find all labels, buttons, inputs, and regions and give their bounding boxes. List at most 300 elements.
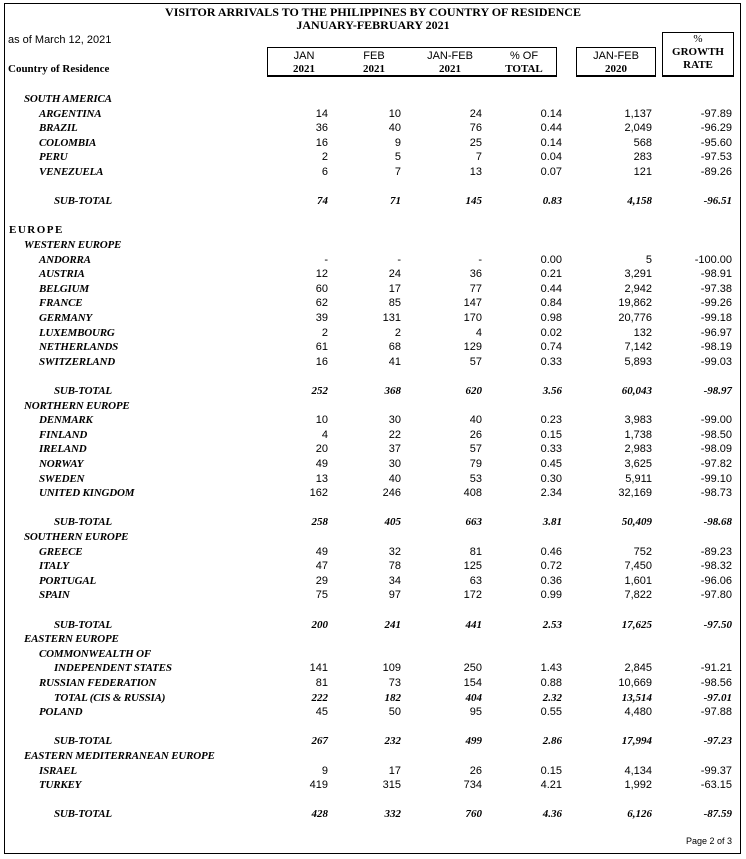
- cell-value: 17,994: [621, 735, 652, 747]
- subtotal-row: [0, 515, 746, 529]
- cell-value: -99.10: [700, 473, 732, 485]
- row-label: NORTHERN EUROPE: [24, 400, 130, 412]
- cell-value: 0.88: [540, 677, 562, 689]
- cell-value: -98.19: [700, 341, 732, 353]
- cell-value: 0.74: [540, 341, 562, 353]
- row-label: TOTAL (CIS & RUSSIA): [54, 692, 166, 704]
- cell-value: 5,893: [624, 356, 652, 368]
- cell-value: -98.09: [700, 443, 732, 455]
- row-label: GERMANY: [39, 312, 92, 324]
- cell-value: 408: [463, 487, 482, 499]
- cell-value: 57: [469, 443, 482, 455]
- cell-value: 32: [388, 546, 401, 558]
- cell-value: 5: [394, 151, 401, 163]
- row-label: ANDORRA: [39, 254, 91, 266]
- cell-value: 41: [388, 356, 401, 368]
- col-header-jan-2021: JAN 2021: [293, 50, 315, 75]
- cell-value: 172: [463, 589, 482, 601]
- cell-value: 332: [384, 808, 401, 820]
- cell-value: 6: [321, 166, 328, 178]
- cell-value: 74: [317, 195, 328, 207]
- cell-value: 241: [384, 619, 401, 631]
- table-row: [0, 296, 746, 310]
- subtotal-row: [0, 384, 746, 398]
- cell-value: 49: [315, 546, 328, 558]
- column-header-box-2020: [576, 47, 656, 77]
- cell-value: 0.14: [540, 108, 562, 120]
- cell-value: -96.51: [703, 195, 732, 207]
- cell-value: 17: [388, 283, 401, 295]
- cell-value: 22: [388, 429, 401, 441]
- cell-value: 132: [633, 327, 652, 339]
- row-label: SUB-TOTAL: [54, 516, 112, 528]
- cell-value: -99.37: [700, 765, 732, 777]
- group-header-row: [0, 530, 746, 544]
- row-label: SWEDEN: [39, 473, 85, 485]
- cell-value: 760: [465, 808, 482, 820]
- cell-value: 7: [394, 166, 401, 178]
- cell-value: 9: [394, 137, 401, 149]
- row-label: SUB-TOTAL: [54, 385, 112, 397]
- cell-value: 3.56: [542, 385, 562, 397]
- cell-value: 2: [321, 151, 328, 163]
- cell-value: 62: [315, 297, 328, 309]
- cell-value: -97.80: [700, 589, 732, 601]
- cell-value: 97: [388, 589, 401, 601]
- cell-value: 0.44: [540, 283, 562, 295]
- cell-value: 267: [311, 735, 328, 747]
- cell-value: 2,049: [624, 122, 652, 134]
- cell-value: 10: [388, 108, 401, 120]
- cell-value: 40: [388, 122, 401, 134]
- cell-value: -99.00: [700, 414, 732, 426]
- cell-value: 0.00: [540, 254, 562, 266]
- cell-value: 0.72: [540, 560, 562, 572]
- cell-value: 3.81: [542, 516, 562, 528]
- cell-value: 30: [388, 414, 401, 426]
- subtotal-row: [0, 618, 746, 632]
- group-header-row: [0, 647, 746, 661]
- cell-value: -96.97: [700, 327, 732, 339]
- cell-value: -98.91: [700, 268, 732, 280]
- cell-value: 2.53: [542, 619, 562, 631]
- cell-value: -97.82: [700, 458, 732, 470]
- cell-value: 10,669: [618, 677, 652, 689]
- cell-value: 0.98: [540, 312, 562, 324]
- cell-value: -97.01: [703, 692, 732, 704]
- cell-value: 315: [382, 779, 401, 791]
- cell-value: 45: [315, 706, 328, 718]
- cell-value: 2.34: [540, 487, 562, 499]
- cell-value: 37: [388, 443, 401, 455]
- group-header-row: [0, 238, 746, 252]
- cell-value: 95: [469, 706, 482, 718]
- cell-value: 499: [465, 735, 482, 747]
- cell-value: 17,625: [621, 619, 652, 631]
- cell-value: 20: [315, 443, 328, 455]
- table-row: [0, 559, 746, 573]
- cell-value: 63: [469, 575, 482, 587]
- cell-value: 7,450: [624, 560, 652, 572]
- cell-value: 129: [463, 341, 482, 353]
- row-label: TURKEY: [39, 779, 82, 791]
- cell-value: 7,822: [624, 589, 652, 601]
- cell-value: 0.45: [540, 458, 562, 470]
- cell-value: 2.32: [542, 692, 562, 704]
- cell-value: -98.50: [700, 429, 732, 441]
- cell-value: 441: [465, 619, 482, 631]
- table-row: [0, 545, 746, 559]
- cell-value: 19,862: [618, 297, 652, 309]
- cell-value: 154: [463, 677, 482, 689]
- row-label: COMMONWEALTH OF: [39, 648, 152, 660]
- cell-value: -98.56: [700, 677, 732, 689]
- cell-value: 5: [645, 254, 652, 266]
- cell-value: 0.33: [540, 356, 562, 368]
- cell-value: 0.46: [540, 546, 562, 558]
- cell-value: 1,601: [624, 575, 652, 587]
- row-label: DENMARK: [39, 414, 93, 426]
- cell-value: 24: [469, 108, 482, 120]
- cell-value: 1,992: [624, 779, 652, 791]
- table-row: [0, 150, 746, 164]
- col-header-pct-total: % OF TOTAL: [505, 50, 543, 75]
- cell-value: 2: [394, 327, 401, 339]
- cell-value: -97.88: [700, 706, 732, 718]
- cell-value: 0.23: [540, 414, 562, 426]
- row-label: GREECE: [39, 546, 83, 558]
- cell-value: 75: [315, 589, 328, 601]
- group-header-row: [0, 223, 746, 237]
- table-row: [0, 778, 746, 792]
- row-header-label: Country of Residence: [8, 63, 110, 75]
- cell-value: 10: [315, 414, 328, 426]
- cell-value: 232: [384, 735, 401, 747]
- cell-value: -97.53: [700, 151, 732, 163]
- row-label: BELGIUM: [39, 283, 89, 295]
- cell-value: -: [478, 254, 482, 266]
- cell-value: 40: [388, 473, 401, 485]
- cell-value: 1,738: [624, 429, 652, 441]
- cell-value: 20,776: [618, 312, 652, 324]
- cell-value: 4,480: [624, 706, 652, 718]
- cell-value: 4: [321, 429, 328, 441]
- cell-value: 13: [469, 166, 482, 178]
- cell-value: -97.23: [703, 735, 732, 747]
- cell-value: -100.00: [694, 254, 732, 266]
- cell-value: 222: [311, 692, 328, 704]
- table-row: [0, 457, 746, 471]
- cell-value: 0.44: [540, 122, 562, 134]
- cell-value: 7: [475, 151, 482, 163]
- cell-value: -98.97: [703, 385, 732, 397]
- cell-value: 36: [315, 122, 328, 134]
- cell-value: 4,158: [627, 195, 652, 207]
- cell-value: 32,169: [618, 487, 652, 499]
- row-label: ITALY: [39, 560, 69, 572]
- col-header-janfeb-2021: JAN-FEB 2021: [427, 50, 473, 75]
- cell-value: 109: [382, 662, 401, 674]
- subtotal-row: [0, 194, 746, 208]
- group-header-row: [0, 399, 746, 413]
- cell-value: -91.21: [700, 662, 732, 674]
- row-label: NORWAY: [39, 458, 84, 470]
- col-header-growth-rate: % GROWTH RATE: [662, 32, 734, 77]
- cell-value: 81: [315, 677, 328, 689]
- cell-value: 57: [469, 356, 482, 368]
- cell-value: 200: [311, 619, 328, 631]
- table-row: [0, 282, 746, 296]
- cell-value: 25: [469, 137, 482, 149]
- cell-value: 77: [469, 283, 482, 295]
- cell-value: 47: [315, 560, 328, 572]
- cell-value: 428: [311, 808, 328, 820]
- subtotal-row: [0, 807, 746, 821]
- row-label: SUB-TOTAL: [54, 619, 112, 631]
- row-label: EASTERN MEDITERRANEAN EUROPE: [24, 750, 215, 762]
- cell-value: 61: [315, 341, 328, 353]
- cell-value: 3,625: [624, 458, 652, 470]
- cell-value: 13,514: [621, 692, 652, 704]
- cell-value: 419: [309, 779, 328, 791]
- cell-value: -96.06: [700, 575, 732, 587]
- cell-value: 620: [465, 385, 482, 397]
- cell-value: 0.15: [540, 429, 562, 441]
- cell-value: -95.60: [700, 137, 732, 149]
- table-row: [0, 588, 746, 602]
- cell-value: 246: [382, 487, 401, 499]
- cell-value: 9: [321, 765, 328, 777]
- col-header-janfeb-2020: JAN-FEB 2020: [593, 50, 639, 75]
- cell-value: 85: [388, 297, 401, 309]
- cell-value: 79: [469, 458, 482, 470]
- table-row: [0, 253, 746, 267]
- cell-value: 1,137: [624, 108, 652, 120]
- row-label: FRANCE: [39, 297, 83, 309]
- cell-value: 0.33: [540, 443, 562, 455]
- cell-value: 7,142: [624, 341, 652, 353]
- cell-value: 50: [388, 706, 401, 718]
- cell-value: 24: [388, 268, 401, 280]
- cell-value: 404: [465, 692, 482, 704]
- cell-value: 4: [475, 327, 482, 339]
- cell-value: 60: [315, 283, 328, 295]
- subtotal-row: [0, 734, 746, 748]
- row-label: WESTERN EUROPE: [24, 239, 122, 251]
- row-label: BRAZIL: [39, 122, 78, 134]
- cell-value: 0.07: [540, 166, 562, 178]
- col-header-feb-2021: FEB 2021: [363, 50, 385, 75]
- table-row: [0, 413, 746, 427]
- cell-value: 17: [388, 765, 401, 777]
- cell-value: 26: [469, 429, 482, 441]
- cell-value: 30: [388, 458, 401, 470]
- cell-value: 145: [465, 195, 482, 207]
- cell-value: 0.83: [542, 195, 562, 207]
- row-label: ISRAEL: [39, 765, 77, 777]
- table-row: [0, 165, 746, 179]
- row-label: INDEPENDENT STATES: [54, 662, 172, 674]
- cell-value: 0.99: [540, 589, 562, 601]
- row-label: IRELAND: [39, 443, 87, 455]
- cell-value: 16: [315, 356, 328, 368]
- cell-value: 2.86: [542, 735, 562, 747]
- cell-value: -89.26: [700, 166, 732, 178]
- cell-value: 73: [388, 677, 401, 689]
- row-label: AUSTRIA: [39, 268, 85, 280]
- cell-value: 71: [390, 195, 401, 207]
- table-row: [0, 472, 746, 486]
- row-label: SUB-TOTAL: [54, 195, 112, 207]
- cell-value: 170: [463, 312, 482, 324]
- table-row: [0, 428, 746, 442]
- group-header-row: [0, 749, 746, 763]
- cell-value: 68: [388, 341, 401, 353]
- cell-value: 5,911: [625, 473, 652, 485]
- cell-value: -97.38: [700, 283, 732, 295]
- table-row: [0, 267, 746, 281]
- cell-value: -99.26: [700, 297, 732, 309]
- cell-value: 12: [315, 268, 328, 280]
- cell-value: -98.73: [700, 487, 732, 499]
- cell-value: 125: [463, 560, 482, 572]
- table-row: [0, 442, 746, 456]
- cell-value: 147: [463, 297, 482, 309]
- cell-value: -98.32: [700, 560, 732, 572]
- cell-value: 26: [469, 765, 482, 777]
- cell-value: -96.29: [700, 122, 732, 134]
- cell-value: 49: [315, 458, 328, 470]
- cell-value: -: [397, 254, 401, 266]
- cell-value: -99.03: [700, 356, 732, 368]
- cell-value: 1.43: [540, 662, 562, 674]
- cell-value: 50,409: [621, 516, 652, 528]
- cell-value: -89.23: [700, 546, 732, 558]
- cell-value: 568: [633, 137, 652, 149]
- row-label: PORTUGAL: [39, 575, 97, 587]
- cell-value: 6,126: [627, 808, 652, 820]
- row-label: LUXEMBOURG: [39, 327, 115, 339]
- table-row: [0, 355, 746, 369]
- cell-value: -63.15: [700, 779, 732, 791]
- cell-value: -97.50: [703, 619, 732, 631]
- cell-value: 2,983: [624, 443, 652, 455]
- cell-value: 81: [469, 546, 482, 558]
- cell-value: 121: [633, 166, 652, 178]
- cell-value: 0.36: [540, 575, 562, 587]
- table-row: [0, 676, 746, 690]
- cell-value: 14: [315, 108, 328, 120]
- cell-value: 34: [388, 575, 401, 587]
- cell-value: 0.15: [540, 765, 562, 777]
- row-label: ARGENTINA: [39, 108, 102, 120]
- cell-value: -: [324, 254, 328, 266]
- cell-value: 2: [321, 327, 328, 339]
- page-number: Page 2 of 3: [685, 836, 732, 846]
- group-header-row: [0, 632, 746, 646]
- cell-value: 734: [463, 779, 482, 791]
- row-label: POLAND: [39, 706, 83, 718]
- cell-value: 0.02: [540, 327, 562, 339]
- cell-value: 3,291: [624, 268, 652, 280]
- cell-value: 2,942: [624, 283, 652, 295]
- cell-value: 252: [311, 385, 328, 397]
- cell-value: 405: [384, 516, 401, 528]
- subtotal-row: [0, 691, 746, 705]
- row-label: SOUTHERN EUROPE: [24, 531, 129, 543]
- cell-value: 4,134: [624, 765, 652, 777]
- cell-value: 0.30: [540, 473, 562, 485]
- cell-value: 283: [633, 151, 652, 163]
- row-label: SWITZERLAND: [39, 356, 116, 368]
- row-label: UNITED KINGDOM: [39, 487, 135, 499]
- row-label: COLOMBIA: [39, 137, 97, 149]
- report-subtitle: JANUARY-FEBRUARY 2021: [296, 18, 450, 32]
- table-row: [0, 705, 746, 719]
- cell-value: 250: [463, 662, 482, 674]
- cell-value: 752: [633, 546, 652, 558]
- cell-value: 36: [469, 268, 482, 280]
- cell-value: 39: [315, 312, 328, 324]
- table-row: [0, 326, 746, 340]
- cell-value: 258: [311, 516, 328, 528]
- cell-value: 368: [384, 385, 401, 397]
- row-label: EASTERN EUROPE: [24, 633, 119, 645]
- table-row: [0, 661, 746, 675]
- table-row: [0, 136, 746, 150]
- report-title: VISITOR ARRIVALS TO THE PHILIPPINES BY COUNTRY OF RESIDENCE: [165, 5, 581, 19]
- cell-value: 162: [309, 487, 328, 499]
- cell-value: 0.04: [540, 151, 562, 163]
- row-label: SUB-TOTAL: [54, 808, 112, 820]
- cell-value: 3,983: [624, 414, 652, 426]
- table-row: [0, 121, 746, 135]
- row-label: FINLAND: [39, 429, 88, 441]
- cell-value: 4.21: [540, 779, 562, 791]
- cell-value: 16: [315, 137, 328, 149]
- row-label: EUROPE: [9, 224, 64, 236]
- cell-value: 78: [388, 560, 401, 572]
- table-row: [0, 311, 746, 325]
- row-label: SPAIN: [39, 589, 70, 601]
- table-row: [0, 340, 746, 354]
- cell-value: 0.14: [540, 137, 562, 149]
- cell-value: 141: [309, 662, 328, 674]
- row-label: VENEZUELA: [39, 166, 104, 178]
- row-label: RUSSIAN FEDERATION: [39, 677, 157, 689]
- cell-value: 182: [384, 692, 401, 704]
- cell-value: 29: [315, 575, 328, 587]
- cell-value: -99.18: [700, 312, 732, 324]
- cell-value: -97.89: [700, 108, 732, 120]
- cell-value: -98.68: [703, 516, 732, 528]
- cell-value: 4.36: [542, 808, 562, 820]
- row-label: SUB-TOTAL: [54, 735, 112, 747]
- column-header-box-2021: [267, 47, 557, 77]
- cell-value: 0.55: [540, 706, 562, 718]
- row-label: PERU: [39, 151, 68, 163]
- cell-value: 0.21: [540, 268, 562, 280]
- cell-value: 40: [469, 414, 482, 426]
- table-row: [0, 107, 746, 121]
- as-of-date: as of March 12, 2021: [8, 34, 112, 46]
- cell-value: 663: [465, 516, 482, 528]
- cell-value: 53: [469, 473, 482, 485]
- cell-value: 13: [315, 473, 328, 485]
- table-row: [0, 574, 746, 588]
- row-label: NETHERLANDS: [39, 341, 119, 353]
- cell-value: -87.59: [703, 808, 732, 820]
